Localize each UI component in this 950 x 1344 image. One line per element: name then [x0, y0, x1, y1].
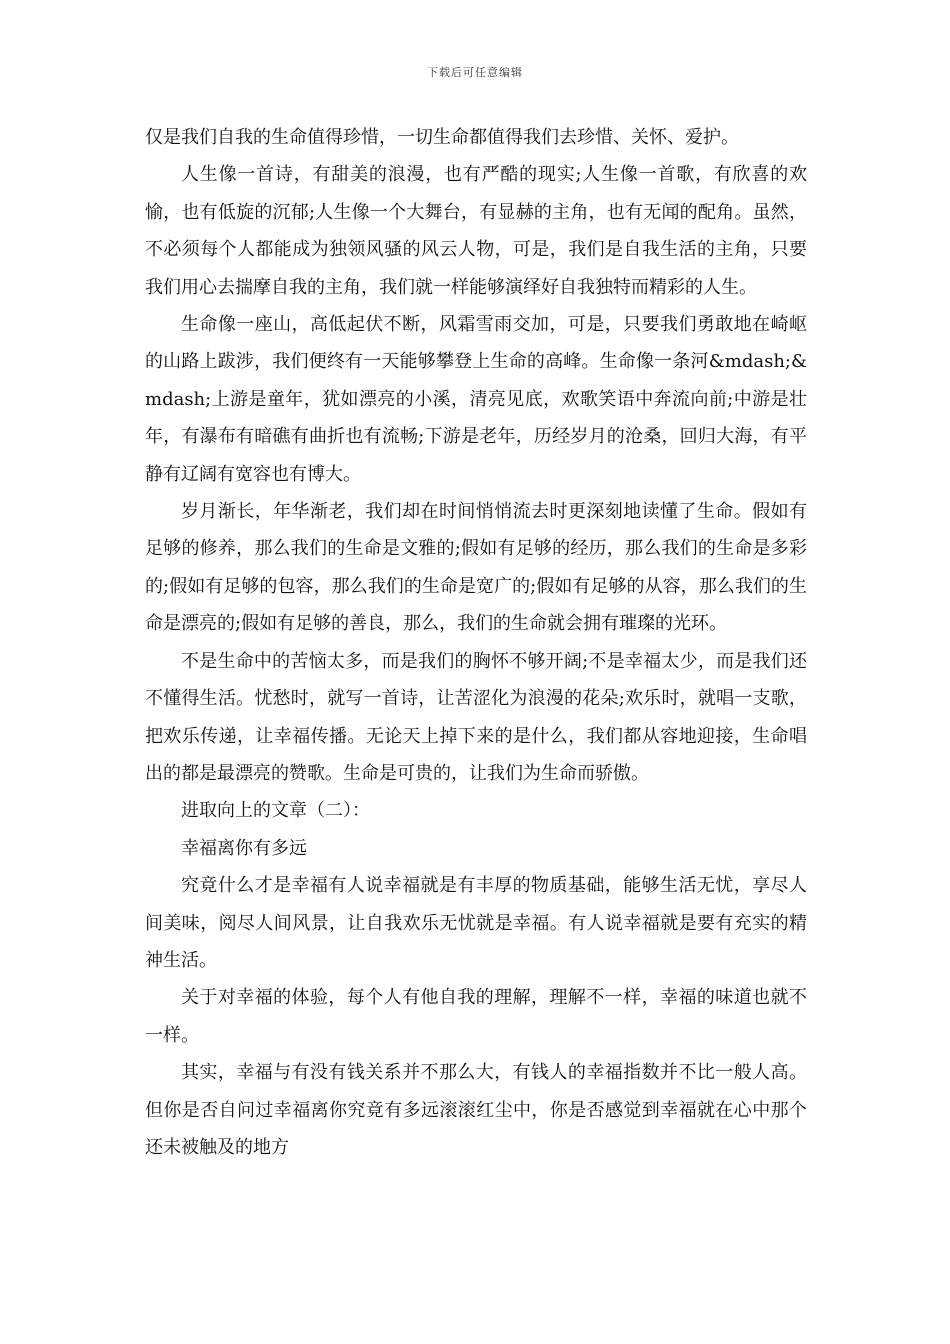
paragraph-7: 关于对幸福的体验，每个人有他自我的理解，理解不一样，幸福的味道也就不一样。 [145, 987, 807, 1046]
paragraph-5: 不是生命中的苦恼太多，而是我们的胸怀不够开阔;不是幸福太少，而是我们还不懂得生活。忧愁时，就写一首诗，让苦涩化为浪漫的花朵;欢乐时，就唱一支歌，把欢乐传递，让幸福传播。无论天上掉下来的是什么，我们都从容地迎接，生命唱出的都是最漂亮的赞歌。生命是可贵的，让我们为生命而骄傲。 [145, 650, 807, 784]
section-heading: 进取向上的文章（二）： [181, 800, 370, 822]
article-title: 幸福离你有多远 [181, 837, 307, 859]
paragraph-3: 生命像一座山，高低起伏不断，风霜雪雨交加，可是，只要我们勇敢地在崎岖的山路上跋涉，我们便终有一天能够攀登上生命的高峰。生命像一条河&mdash;&mdash;上游是童年，犹如漂亮的小溪，清亮见底，欢歌笑语中奔流向前;中游是壮年，有瀑布有暗礁有曲折也有流畅;下游是老年，历经岁月的沧桑，回归大海，有平静有辽阔有宽容也有博大。 [145, 314, 807, 485]
paragraph-8: 其实，幸福与有没有钱关系并不那么大，有钱人的幸福指数并不比一般人高。但你是否自问过幸福离你究竟有多远滚滚红尘中，你是否感觉到幸福就在心中那个还未被触及的地方 [145, 1062, 807, 1158]
paragraph-6: 究竟什么才是幸福有人说幸福就是有丰厚的物质基础，能够生活无忧，享尽人间美味，阅尽人间风景，让自我欢乐无忧就是幸福。有人说幸福就是要有充实的精神生活。 [145, 875, 807, 971]
paragraph-4: 岁月渐长，年华渐老，我们却在时间悄悄流去时更深刻地读懂了生命。假如有足够的修养，那么我们的生命是文雅的;假如有足够的经历，那么我们的生命是多彩的;假如有足够的包容，那么我们的生命是宽广的;假如有足够的从容，那么我们的生命是漂亮的;假如有足够的善良，那么，我们的生命就会拥有璀璨的光环。 [145, 501, 807, 635]
paragraph-1: 仅是我们自我的生命值得珍惜，一切生命都值得我们去珍惜、关怀、爱护。 [145, 127, 739, 148]
page-header: 下载后可任意编辑 [427, 66, 523, 79]
document-body [145, 119, 807, 1166]
paragraph-2: 人生像一首诗，有甜美的浪漫，也有严酷的现实;人生像一首歌，有欣喜的欢愉，也有低旋的沉郁;人生像一个大舞台，有显赫的主角，也有无闻的配角。虽然，不必须每个人都能成为独领风骚的风云人物，可是，我们是自我生活的主角，只要我们用心去揣摩自我的主角，我们就一样能够演绎好自我独特而精彩的人生。 [145, 164, 807, 298]
